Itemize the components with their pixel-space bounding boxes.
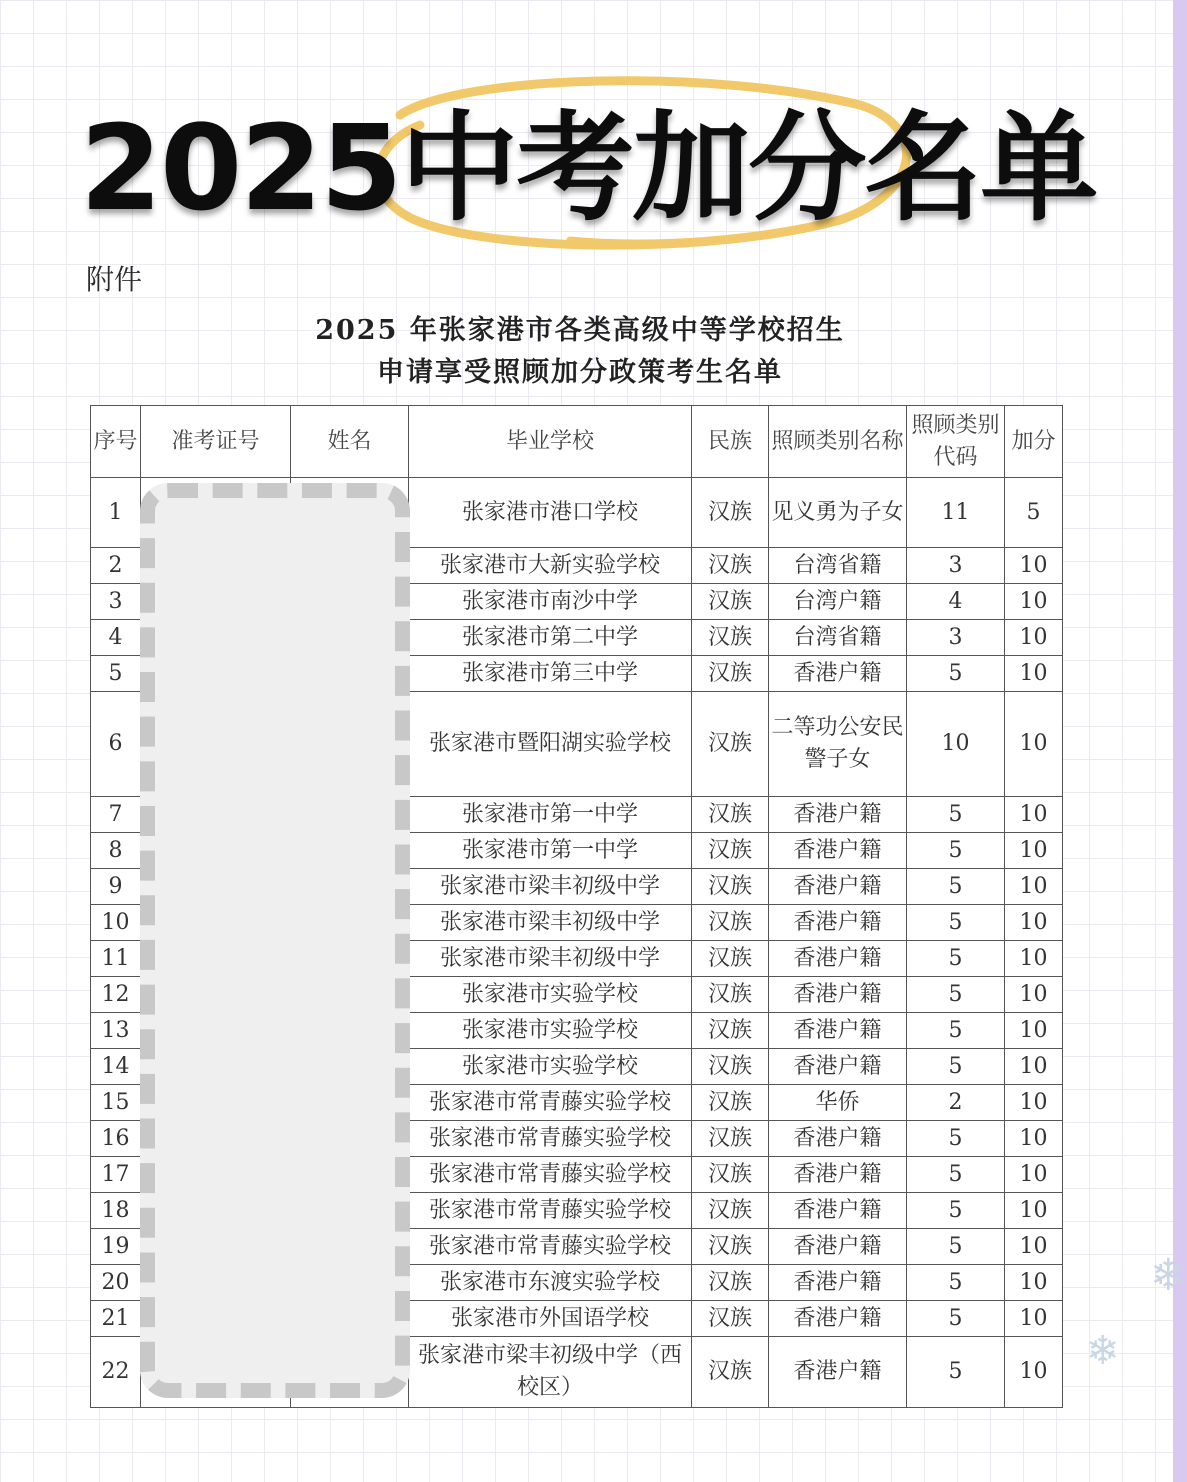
school-cell: 张家港市常青藤实验学校 (409, 1193, 692, 1229)
col-header-ethnicity: 民族 (692, 406, 769, 478)
category-cell: 香港户籍 (769, 1301, 907, 1337)
row-number: 4 (91, 620, 141, 656)
row-number: 19 (91, 1229, 141, 1265)
category-cell: 台湾省籍 (769, 620, 907, 656)
school-cell: 张家港市第二中学 (409, 620, 692, 656)
school-cell: 张家港市第三中学 (409, 656, 692, 692)
category-cell: 香港户籍 (769, 977, 907, 1013)
points-cell: 10 (1005, 1229, 1063, 1265)
headline-title: 2025中考加分名单 (80, 99, 1097, 237)
col-header-number: 序号 (91, 406, 141, 478)
attachment-label: 附件 (86, 263, 143, 296)
col-header-category: 照顾类别名称 (769, 406, 907, 478)
category-cell: 香港户籍 (769, 941, 907, 977)
points-cell: 10 (1005, 1265, 1063, 1301)
row-number: 2 (91, 548, 141, 584)
category-cell: 香港户籍 (769, 1013, 907, 1049)
school-cell: 张家港市南沙中学 (409, 584, 692, 620)
row-number: 1 (91, 478, 141, 548)
col-header-code: 照顾类别代码 (907, 406, 1005, 478)
school-cell: 张家港市梁丰初级中学（西校区） (409, 1337, 692, 1408)
category-cell: 香港户籍 (769, 869, 907, 905)
points-cell: 10 (1005, 905, 1063, 941)
category-cell: 香港户籍 (769, 1265, 907, 1301)
category-cell: 香港户籍 (769, 1121, 907, 1157)
row-number: 15 (91, 1085, 141, 1121)
points-cell: 10 (1005, 1301, 1063, 1337)
col-header-points: 加分 (1005, 406, 1063, 478)
points-cell: 10 (1005, 548, 1063, 584)
points-cell: 10 (1005, 692, 1063, 797)
row-number: 5 (91, 656, 141, 692)
ethnicity-cell: 汉族 (692, 1193, 769, 1229)
points-cell: 10 (1005, 1121, 1063, 1157)
category-code-cell: 5 (907, 1265, 1005, 1301)
ethnicity-cell: 汉族 (692, 1337, 769, 1408)
category-cell: 香港户籍 (769, 905, 907, 941)
row-number: 14 (91, 1049, 141, 1085)
category-cell: 香港户籍 (769, 1337, 907, 1408)
row-number: 6 (91, 692, 141, 797)
category-code-cell: 5 (907, 833, 1005, 869)
row-number: 18 (91, 1193, 141, 1229)
category-code-cell: 5 (907, 1157, 1005, 1193)
ethnicity-cell: 汉族 (692, 797, 769, 833)
row-number: 16 (91, 1121, 141, 1157)
ethnicity-cell: 汉族 (692, 1085, 769, 1121)
category-code-cell: 5 (907, 1301, 1005, 1337)
category-code-cell: 5 (907, 1193, 1005, 1229)
snowflake-icon: ❄ (1150, 1250, 1187, 1301)
school-cell: 张家港市常青藤实验学校 (409, 1085, 692, 1121)
row-number: 8 (91, 833, 141, 869)
school-cell: 张家港市第一中学 (409, 833, 692, 869)
redaction-mask (140, 483, 410, 1398)
category-cell: 香港户籍 (769, 797, 907, 833)
school-cell: 张家港市常青藤实验学校 (409, 1229, 692, 1265)
school-cell: 张家港市实验学校 (409, 977, 692, 1013)
ethnicity-cell: 汉族 (692, 548, 769, 584)
headline-banner (70, 70, 1110, 260)
points-cell: 10 (1005, 620, 1063, 656)
document-title-line1: 2025 年张家港市各类高级中等学校招生 (315, 315, 845, 346)
category-code-cell: 11 (907, 478, 1005, 548)
category-code-cell: 4 (907, 584, 1005, 620)
col-header-school: 毕业学校 (409, 406, 692, 478)
row-number: 22 (91, 1337, 141, 1408)
points-cell: 10 (1005, 1085, 1063, 1121)
ethnicity-cell: 汉族 (692, 692, 769, 797)
school-cell: 张家港市外国语学校 (409, 1301, 692, 1337)
category-cell: 华侨 (769, 1085, 907, 1121)
row-number: 17 (91, 1157, 141, 1193)
category-cell: 香港户籍 (769, 1229, 907, 1265)
points-cell: 10 (1005, 869, 1063, 905)
category-code-cell: 5 (907, 1049, 1005, 1085)
category-cell: 香港户籍 (769, 656, 907, 692)
ethnicity-cell: 汉族 (692, 656, 769, 692)
school-cell: 张家港市实验学校 (409, 1013, 692, 1049)
category-cell: 香港户籍 (769, 1193, 907, 1229)
ethnicity-cell: 汉族 (692, 584, 769, 620)
category-code-cell: 10 (907, 692, 1005, 797)
school-cell: 张家港市常青藤实验学校 (409, 1157, 692, 1193)
points-cell: 10 (1005, 977, 1063, 1013)
ethnicity-cell: 汉族 (692, 977, 769, 1013)
points-cell: 10 (1005, 656, 1063, 692)
category-code-cell: 5 (907, 905, 1005, 941)
ethnicity-cell: 汉族 (692, 478, 769, 548)
col-header-exam-id: 准考证号 (141, 406, 291, 478)
school-cell: 张家港市第一中学 (409, 797, 692, 833)
category-code-cell: 5 (907, 869, 1005, 905)
school-cell: 张家港市梁丰初级中学 (409, 869, 692, 905)
school-cell: 张家港市实验学校 (409, 1049, 692, 1085)
row-number: 21 (91, 1301, 141, 1337)
points-cell: 10 (1005, 1157, 1063, 1193)
ethnicity-cell: 汉族 (692, 1229, 769, 1265)
school-cell: 张家港市大新实验学校 (409, 548, 692, 584)
category-cell: 二等功公安民警子女 (769, 692, 907, 797)
category-code-cell: 5 (907, 797, 1005, 833)
ethnicity-cell: 汉族 (692, 1301, 769, 1337)
ethnicity-cell: 汉族 (692, 1013, 769, 1049)
category-cell: 香港户籍 (769, 1049, 907, 1085)
category-cell: 见义勇为子女 (769, 478, 907, 548)
category-cell: 香港户籍 (769, 1157, 907, 1193)
row-number: 3 (91, 584, 141, 620)
ethnicity-cell: 汉族 (692, 941, 769, 977)
category-cell: 台湾省籍 (769, 548, 907, 584)
category-code-cell: 5 (907, 941, 1005, 977)
category-code-cell: 5 (907, 977, 1005, 1013)
category-code-cell: 5 (907, 656, 1005, 692)
row-number: 13 (91, 1013, 141, 1049)
school-cell: 张家港市港口学校 (409, 478, 692, 548)
points-cell: 10 (1005, 833, 1063, 869)
category-code-cell: 5 (907, 1013, 1005, 1049)
points-cell: 10 (1005, 1193, 1063, 1229)
ethnicity-cell: 汉族 (692, 905, 769, 941)
ethnicity-cell: 汉族 (692, 1157, 769, 1193)
ethnicity-cell: 汉族 (692, 1049, 769, 1085)
col-header-name: 姓名 (291, 406, 409, 478)
row-number: 9 (91, 869, 141, 905)
ethnicity-cell: 汉族 (692, 620, 769, 656)
points-cell: 10 (1005, 1049, 1063, 1085)
row-number: 10 (91, 905, 141, 941)
category-cell: 香港户籍 (769, 833, 907, 869)
snowflake-icon: ❄ (1086, 1328, 1120, 1374)
category-code-cell: 3 (907, 548, 1005, 584)
points-cell: 10 (1005, 941, 1063, 977)
points-cell: 10 (1005, 1013, 1063, 1049)
row-number: 7 (91, 797, 141, 833)
row-number: 20 (91, 1265, 141, 1301)
document-title-line2: 申请享受照顾加分政策考生名单 (377, 357, 783, 388)
school-cell: 张家港市暨阳湖实验学校 (409, 692, 692, 797)
ethnicity-cell: 汉族 (692, 869, 769, 905)
points-cell: 10 (1005, 797, 1063, 833)
ethnicity-cell: 汉族 (692, 833, 769, 869)
category-code-cell: 2 (907, 1085, 1005, 1121)
school-cell: 张家港市东渡实验学校 (409, 1265, 692, 1301)
points-cell: 10 (1005, 1337, 1063, 1408)
row-number: 12 (91, 977, 141, 1013)
school-cell: 张家港市梁丰初级中学 (409, 941, 692, 977)
ethnicity-cell: 汉族 (692, 1121, 769, 1157)
school-cell: 张家港市梁丰初级中学 (409, 905, 692, 941)
ethnicity-cell: 汉族 (692, 1265, 769, 1301)
points-cell: 5 (1005, 478, 1063, 548)
row-number: 11 (91, 941, 141, 977)
category-cell: 台湾户籍 (769, 584, 907, 620)
category-code-cell: 5 (907, 1337, 1005, 1408)
category-code-cell: 5 (907, 1121, 1005, 1157)
table-header-row (91, 406, 1063, 478)
category-code-cell: 5 (907, 1229, 1005, 1265)
points-cell: 10 (1005, 584, 1063, 620)
category-code-cell: 3 (907, 620, 1005, 656)
school-cell: 张家港市常青藤实验学校 (409, 1121, 692, 1157)
